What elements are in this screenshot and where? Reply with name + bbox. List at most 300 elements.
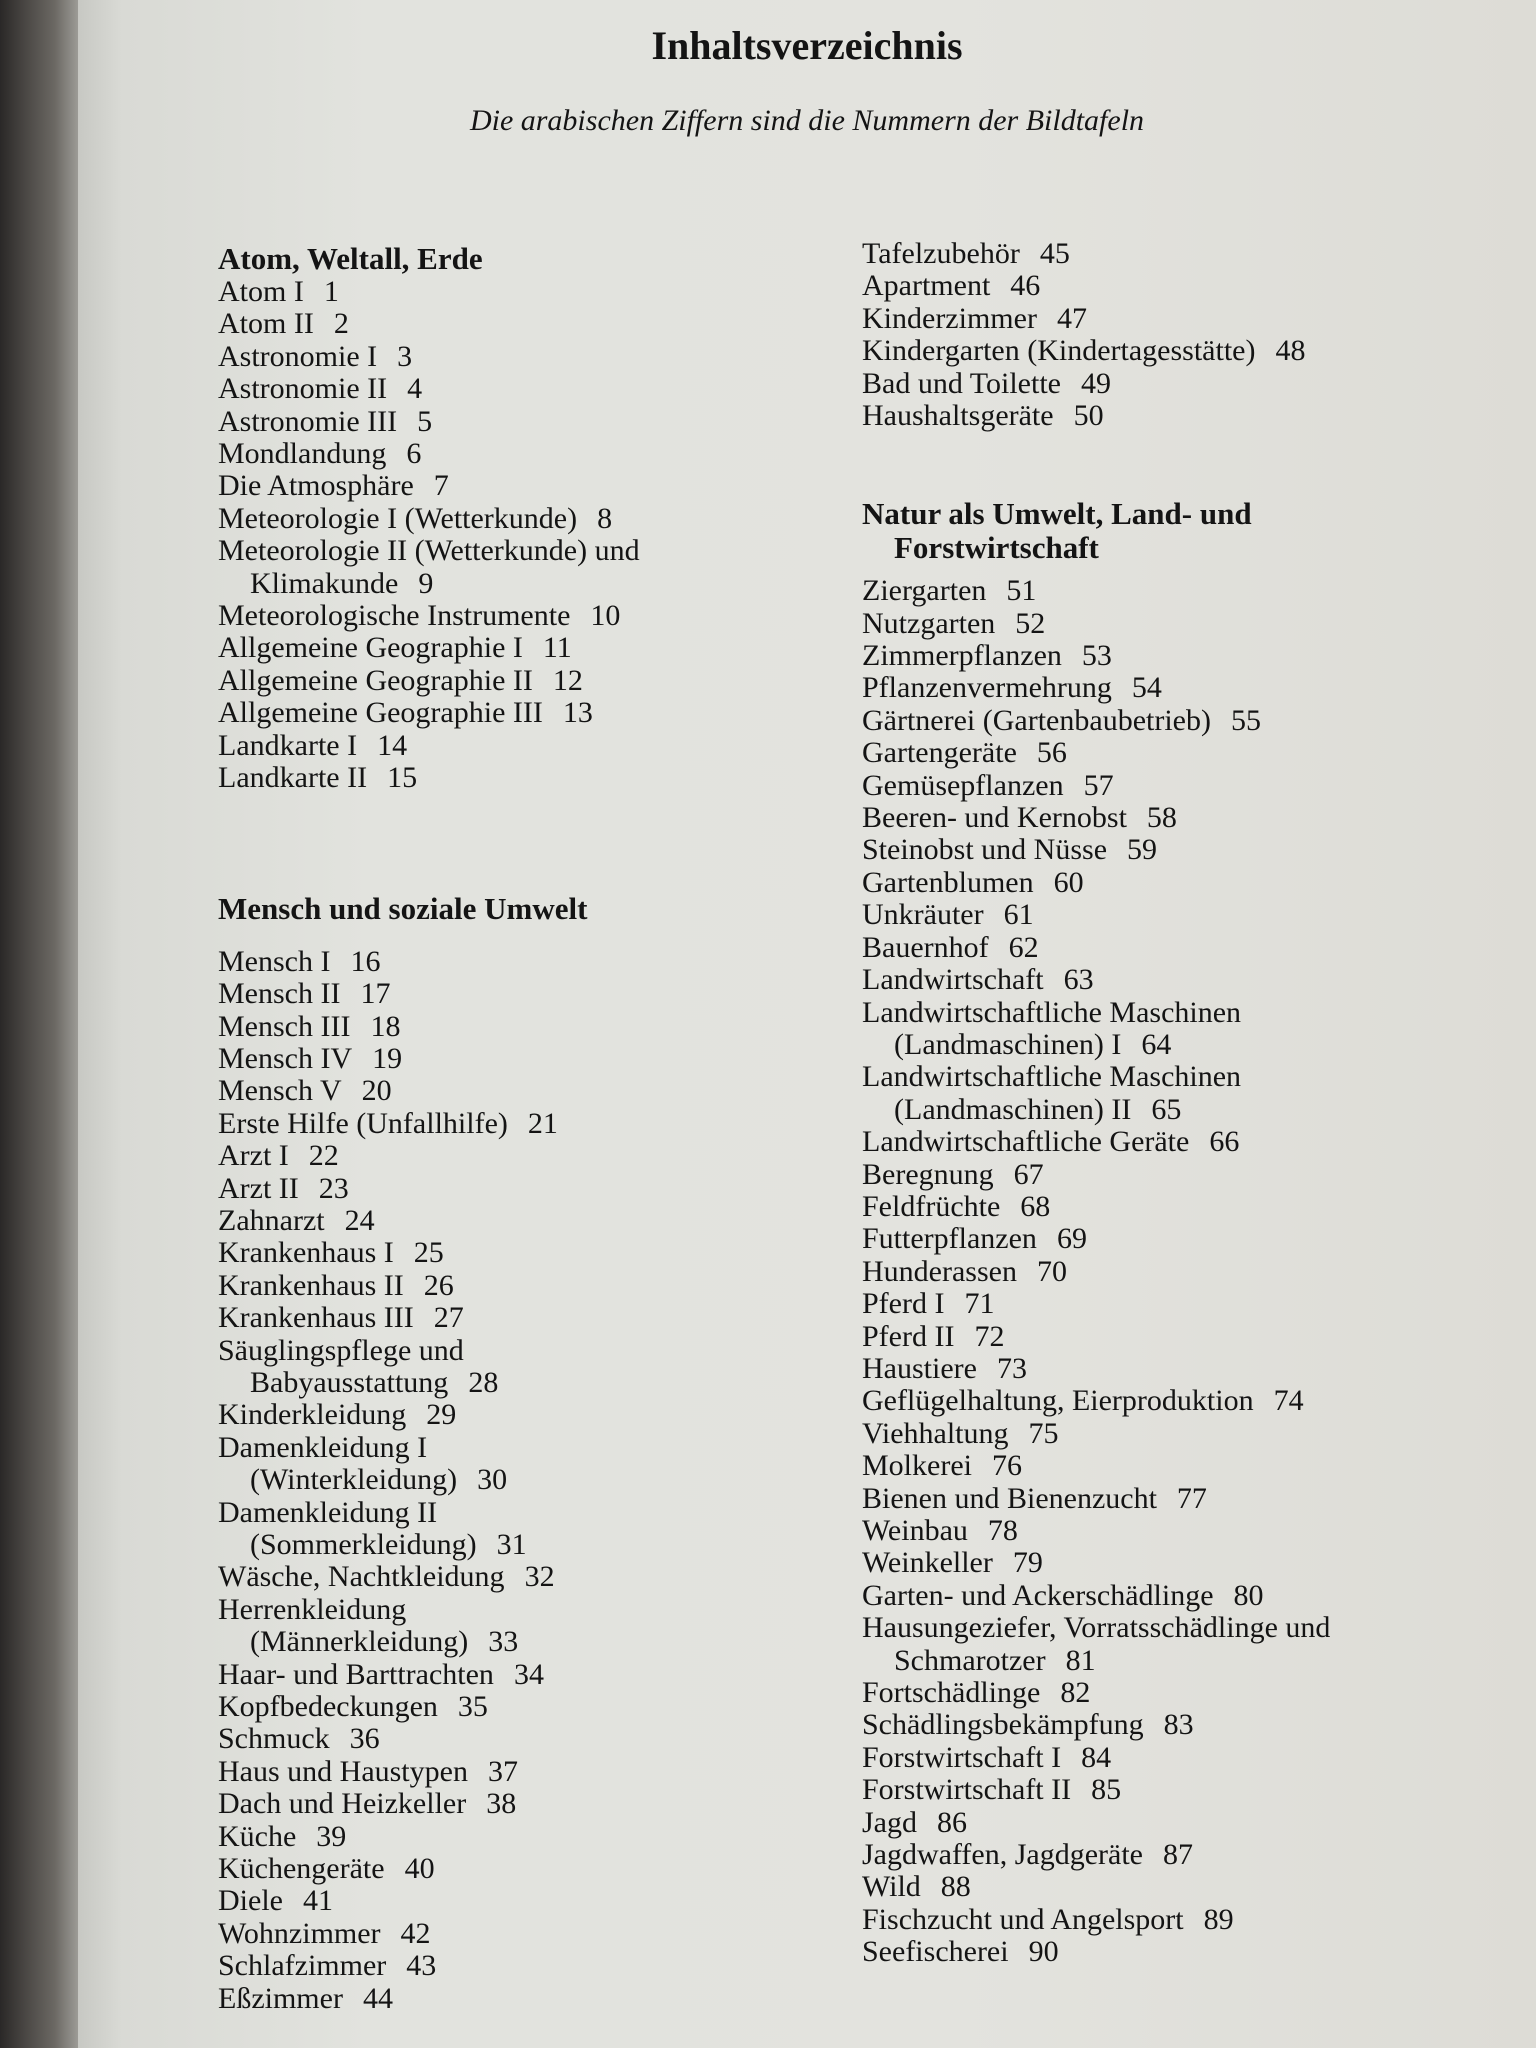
toc-entry-plate-number: 46: [1010, 269, 1041, 303]
toc-entry-plate-number: 43: [406, 1949, 437, 1983]
page-subtitle: Die arabischen Ziffern sind die Nummern der Bildtafeln: [469, 104, 1145, 137]
toc-entry: [218, 1918, 640, 1950]
toc-entry-plate-number: 49: [1080, 366, 1111, 400]
toc-entry-title: Meteorologie II (Wetterkunde) und: [218, 534, 640, 568]
bleed-through-text: [1426, 100, 1536, 1960]
toc-entry: [218, 1626, 640, 1658]
toc-entry-title: (Landmaschinen) I: [894, 1027, 1122, 1061]
toc-entry: [862, 640, 1330, 672]
toc-entry: [218, 697, 640, 729]
toc-entry: [218, 308, 640, 340]
toc-entry: [862, 1645, 1330, 1677]
toc-entry: [218, 1983, 640, 2015]
toc-entry-title: Pflanzenvermehrung: [862, 671, 1112, 705]
toc-entry: [862, 1807, 1330, 1839]
toc-entry: [218, 1723, 640, 1755]
toc-entry-plate-number: 3: [397, 339, 413, 373]
toc-entry-title: Astronomie III: [218, 404, 398, 438]
toc-entry-title: Krankenhaus III: [218, 1301, 414, 1335]
toc-entry-plate-number: 65: [1151, 1092, 1182, 1126]
toc-entry-plate-number: 80: [1233, 1578, 1264, 1612]
toc-entry-title: Damenkleidung II: [218, 1495, 438, 1529]
toc-entry-plate-number: 28: [468, 1365, 499, 1399]
toc-entry-title: Schmarotzer: [894, 1643, 1046, 1677]
toc-entry: [218, 1011, 640, 1043]
toc-entry-title: (Landmaschinen) II: [894, 1092, 1132, 1126]
toc-entry-plate-number: 83: [1163, 1708, 1194, 1742]
toc-entry-title: Haus und Haustypen: [218, 1754, 468, 1788]
toc-entry-title: Geflügelhaltung, Eierproduktion: [862, 1384, 1254, 1418]
toc-entry: [862, 964, 1330, 996]
toc-entry-title: Herrenkleidung: [218, 1592, 407, 1626]
toc-entry: [862, 1677, 1330, 1709]
toc-entry-plate-number: 19: [372, 1041, 403, 1075]
toc-entry-plate-number: 59: [1127, 833, 1158, 867]
toc-entry: [218, 1205, 640, 1237]
toc-entry-plate-number: 74: [1273, 1384, 1304, 1418]
toc-entry-plate-number: 1: [323, 275, 339, 308]
toc-entry-plate-number: 14: [377, 728, 408, 762]
toc-entry: [218, 1367, 640, 1399]
toc-list-atom: [218, 276, 640, 795]
toc-entry-plate-number: 36: [349, 1722, 380, 1756]
toc-entry-plate-number: 66: [1209, 1125, 1240, 1159]
toc-entry: [862, 705, 1330, 737]
toc-entry: [862, 1288, 1330, 1320]
toc-entry: [218, 1140, 640, 1172]
toc-entry: [218, 1043, 640, 1075]
toc-entry-title: Arzt I: [218, 1139, 289, 1173]
toc-entry-plate-number: 8: [597, 501, 613, 535]
toc-entry-plate-number: 55: [1230, 703, 1261, 737]
toc-entry-title: Landwirtschaftliche Maschinen: [862, 1060, 1242, 1094]
toc-entry: [218, 470, 640, 502]
toc-entry-plate-number: 7: [433, 469, 449, 503]
toc-entry: [862, 1742, 1330, 1774]
toc-entry-plate-number: 50: [1073, 399, 1104, 433]
toc-entry-plate-number: 26: [423, 1268, 454, 1302]
toc-entry-title: Jagd: [862, 1805, 917, 1839]
toc-entry-plate-number: 2: [333, 307, 349, 341]
toc-entry: [218, 600, 640, 632]
toc-entry-title: Meteorologische Instrumente: [218, 599, 571, 633]
toc-entry-plate-number: 69: [1056, 1222, 1087, 1256]
toc-entry: [218, 1497, 640, 1529]
toc-list-mensch: [218, 946, 640, 2015]
toc-entry: [862, 1904, 1330, 1936]
section-heading-natur: Natur als Umwelt, Land- und: [862, 496, 1252, 532]
toc-entry-plate-number: 12: [552, 663, 583, 697]
toc-entry: [862, 1353, 1330, 1385]
toc-entry: [218, 1529, 640, 1561]
toc-entry: [218, 1173, 640, 1205]
toc-entry-title: Landwirtschaftliche Geräte: [862, 1125, 1190, 1159]
toc-entry-plate-number: 77: [1176, 1481, 1207, 1515]
toc-entry-plate-number: 58: [1146, 801, 1177, 835]
toc-entry-title: Weinbau: [862, 1514, 968, 1548]
section-heading-mensch: Mensch und soziale Umwelt: [218, 890, 588, 926]
toc-entry-title: Landkarte II: [218, 761, 368, 795]
toc-entry-title: Eßzimmer: [218, 1981, 343, 2015]
toc-entry-title: Ziergarten: [862, 574, 987, 608]
toc-entry: [862, 1709, 1330, 1741]
toc-entry-title: Bauernhof: [862, 930, 989, 964]
toc-entry: [218, 1756, 640, 1788]
toc-entry-plate-number: 20: [361, 1074, 392, 1108]
toc-entry: [218, 1788, 640, 1820]
toc-entry: [218, 276, 640, 308]
toc-entry-title: Beeren- und Kernobst: [862, 801, 1127, 835]
toc-entry: [218, 1853, 640, 1885]
toc-entry: [862, 737, 1330, 769]
toc-entry-title: Garten- und Ackerschädlinge: [862, 1578, 1214, 1612]
book-binding: [0, 0, 78, 2048]
toc-entry-plate-number: 76: [991, 1449, 1022, 1483]
toc-entry-title: Mondlandung: [218, 437, 387, 471]
toc-entry: [218, 406, 640, 438]
toc-entry-plate-number: 29: [426, 1398, 457, 1432]
toc-entry-plate-number: 38: [486, 1787, 517, 1821]
toc-entry: [218, 665, 640, 697]
toc-entry-title: Meteorologie I (Wetterkunde): [218, 501, 578, 535]
toc-entry: [862, 608, 1330, 640]
toc-entry-plate-number: 90: [1028, 1935, 1059, 1969]
toc-entry: [218, 535, 640, 567]
toc-entry-title: Hunderassen: [862, 1254, 1017, 1288]
toc-entry-plate-number: 54: [1131, 671, 1162, 705]
toc-entry: [862, 1191, 1330, 1223]
toc-entry: [218, 1270, 640, 1302]
toc-entry: [862, 270, 1330, 302]
toc-entry: [218, 1399, 640, 1431]
toc-entry-plate-number: 10: [590, 599, 621, 633]
toc-entry-title: Fortschädlinge: [862, 1676, 1041, 1710]
toc-entry-plate-number: 79: [1012, 1546, 1043, 1580]
toc-entry: [862, 1547, 1330, 1579]
toc-entry-plate-number: 63: [1063, 963, 1094, 997]
toc-entry-title: Seefischerei: [862, 1935, 1009, 1969]
toc-entry-title: Bienen und Bienenzucht: [862, 1481, 1157, 1515]
toc-entry-plate-number: 17: [360, 977, 391, 1011]
toc-entry: [218, 568, 640, 600]
toc-entry-plate-number: 35: [457, 1690, 488, 1724]
toc-entry: [862, 899, 1330, 931]
toc-entry: [862, 1061, 1330, 1093]
toc-entry: [862, 932, 1330, 964]
toc-entry: [862, 1580, 1330, 1612]
toc-entry-title: Weinkeller: [862, 1546, 993, 1580]
toc-entry-plate-number: 30: [477, 1463, 508, 1497]
toc-entry-plate-number: 62: [1008, 930, 1039, 964]
toc-column-right: [862, 238, 1330, 1969]
toc-entry-plate-number: 31: [496, 1528, 527, 1561]
toc-entry-title: Haar- und Barttrachten: [218, 1657, 494, 1691]
toc-entry-title: Küche: [218, 1819, 297, 1853]
toc-entry: [862, 303, 1330, 335]
toc-entry-title: Küchengeräte: [218, 1852, 385, 1886]
toc-entry: [218, 1075, 640, 1107]
book-page: [78, 0, 1536, 2048]
toc-entry: [218, 1659, 640, 1691]
toc-entry: [862, 1612, 1330, 1644]
toc-entry-plate-number: 33: [488, 1625, 519, 1659]
toc-entry-plate-number: 16: [350, 944, 381, 978]
toc-entry-plate-number: 71: [964, 1287, 995, 1321]
toc-entry-plate-number: 78: [987, 1514, 1018, 1548]
toc-entry-title: Pferd II: [862, 1319, 955, 1353]
toc-entry-title: Gärtnerei (Gartenbaubetrieb): [862, 703, 1211, 737]
toc-entry: [862, 672, 1330, 704]
toc-entry-plate-number: 61: [1003, 898, 1034, 932]
toc-entry-title: Gartengeräte: [862, 736, 1017, 770]
toc-entry-plate-number: 23: [318, 1171, 349, 1205]
toc-entry-plate-number: 41: [302, 1884, 333, 1918]
toc-entry-title: Steinobst und Nüsse: [862, 833, 1108, 867]
toc-entry-title: Beregnung: [862, 1157, 994, 1191]
page-title: Inhaltsverzeichnis: [651, 23, 963, 68]
toc-entry-title: Wäsche, Nachtkleidung: [218, 1560, 505, 1594]
toc-entry-plate-number: 67: [1013, 1157, 1044, 1191]
toc-entry: [218, 1691, 640, 1723]
toc-entry-title: Klimakunde: [250, 566, 399, 600]
toc-entry-title: Bad und Toilette: [862, 366, 1061, 400]
toc-entry-title: Molkerei: [862, 1449, 972, 1483]
toc-entry-plate-number: 24: [344, 1203, 375, 1237]
toc-entry: [862, 1450, 1330, 1482]
toc-entry-title: Astronomie I: [218, 339, 378, 373]
toc-entry: [862, 335, 1330, 367]
toc-list-natur: [862, 575, 1330, 1968]
toc-entry-plate-number: 56: [1036, 736, 1067, 770]
toc-entry-title: Allgemeine Geographie III: [218, 696, 543, 730]
toc-list-haus-cont: [862, 238, 1330, 432]
toc-entry-title: Atom II: [218, 307, 314, 341]
toc-entry: [218, 1821, 640, 1853]
toc-entry: [862, 1321, 1330, 1353]
toc-entry-plate-number: 27: [433, 1301, 464, 1335]
toc-entry-title: Dach und Heizkeller: [218, 1787, 467, 1821]
toc-entry-plate-number: 64: [1141, 1027, 1172, 1061]
toc-entry-title: (Sommerkleidung): [250, 1528, 477, 1561]
toc-entry-title: Kinderkleidung: [218, 1398, 407, 1432]
toc-entry-title: Zimmerpflanzen: [862, 639, 1062, 673]
section-heading-atom: Atom, Weltall, Erde: [218, 241, 483, 276]
toc-entry-plate-number: 5: [417, 404, 433, 438]
toc-entry: [218, 1237, 640, 1269]
toc-entry-plate-number: 75: [1028, 1416, 1059, 1450]
toc-entry-plate-number: 53: [1081, 639, 1112, 673]
toc-entry-plate-number: 42: [400, 1916, 431, 1950]
toc-entry-title: Mensch III: [218, 1009, 351, 1043]
toc-entry-title: Zahnarzt: [218, 1203, 325, 1237]
toc-entry-plate-number: 48: [1275, 334, 1306, 368]
toc-entry-title: Allgemeine Geographie II: [218, 663, 533, 697]
toc-entry-title: Haushaltsgeräte: [862, 399, 1054, 433]
toc-column-left: [218, 242, 640, 2015]
toc-entry-title: Kinderzimmer: [862, 301, 1037, 335]
toc-entry-plate-number: 22: [308, 1139, 339, 1173]
toc-entry-plate-number: 4: [407, 372, 423, 406]
toc-entry-plate-number: 37: [487, 1754, 518, 1788]
toc-entry-title: Schlafzimmer: [218, 1949, 387, 1983]
toc-entry-title: Jagdwaffen, Jagdgeräte: [862, 1838, 1143, 1872]
toc-entry: [862, 1126, 1330, 1158]
toc-entry: [218, 373, 640, 405]
toc-entry-title: Hausungeziefer, Vorratsschädlinge und: [862, 1611, 1331, 1645]
toc-entry-plate-number: 72: [974, 1319, 1005, 1353]
toc-entry: [218, 1302, 640, 1334]
toc-entry: [862, 1936, 1330, 1968]
toc-entry: [862, 1223, 1330, 1255]
toc-entry-plate-number: 11: [542, 631, 572, 665]
toc-entry-plate-number: 60: [1053, 865, 1084, 899]
toc-entry: [862, 770, 1330, 802]
toc-entry: [862, 1256, 1330, 1288]
toc-entry: [218, 1432, 640, 1464]
toc-entry-title: Mensch IV: [218, 1041, 353, 1075]
toc-entry-title: Die Atmosphäre: [218, 469, 414, 503]
toc-entry-plate-number: 73: [996, 1351, 1027, 1385]
toc-entry-plate-number: 86: [937, 1805, 967, 1839]
toc-entry-title: Tafelzubehör: [862, 237, 1020, 270]
toc-entry-plate-number: 44: [362, 1981, 393, 2015]
toc-entry: [862, 1094, 1330, 1126]
toc-entry-plate-number: 52: [1015, 606, 1046, 640]
toc-entry-title: Futterpflanzen: [862, 1222, 1037, 1256]
toc-entry: [862, 238, 1330, 270]
toc-entry-plate-number: 18: [370, 1009, 401, 1043]
toc-entry-plate-number: 85: [1091, 1773, 1122, 1807]
toc-entry: [862, 1483, 1330, 1515]
toc-entry-title: Mensch II: [218, 977, 341, 1011]
toc-entry-plate-number: 45: [1039, 237, 1070, 270]
toc-entry: [218, 1335, 640, 1367]
toc-entry: [862, 1774, 1330, 1806]
section-heading-natur-cont: Forstwirtschaft: [894, 530, 1099, 566]
toc-entry-title: Astronomie II: [218, 372, 388, 406]
toc-entry-title: Viehhaltung: [862, 1416, 1009, 1450]
toc-entry-title: Krankenhaus I: [218, 1236, 394, 1270]
toc-entry: [862, 1871, 1330, 1903]
toc-entry: [862, 575, 1330, 607]
toc-entry: [218, 730, 640, 762]
toc-entry: [218, 946, 640, 978]
toc-entry-plate-number: 9: [418, 566, 434, 600]
toc-entry-plate-number: 87: [1163, 1838, 1193, 1872]
toc-entry: [218, 1561, 640, 1593]
toc-entry-plate-number: 47: [1056, 301, 1087, 335]
toc-entry: [862, 1839, 1330, 1871]
toc-entry: [218, 1594, 640, 1626]
toc-entry: [862, 834, 1330, 866]
toc-entry-title: Gartenblumen: [862, 865, 1034, 899]
toc-entry-title: Feldfrüchte: [862, 1189, 1001, 1223]
toc-entry-title: Wohnzimmer: [218, 1916, 381, 1950]
toc-entry-title: Babyausstattung: [250, 1365, 449, 1399]
toc-entry-plate-number: 84: [1081, 1740, 1112, 1774]
toc-entry-title: Allgemeine Geographie I: [218, 631, 523, 665]
toc-entry-title: Unkräuter: [862, 898, 984, 932]
toc-entry-title: (Winterkleidung): [250, 1463, 458, 1497]
toc-entry-title: (Männerkleidung): [250, 1625, 469, 1659]
toc-entry: [218, 1885, 640, 1917]
toc-entry-plate-number: 70: [1036, 1254, 1067, 1288]
toc-entry: [862, 997, 1330, 1029]
toc-entry: [862, 1385, 1330, 1417]
toc-entry-title: Apartment: [862, 269, 991, 303]
toc-entry-title: Kindergarten (Kindertagesstätte): [862, 334, 1256, 368]
toc-entry: [218, 632, 640, 664]
toc-entry: [862, 368, 1330, 400]
toc-entry-plate-number: 32: [524, 1560, 555, 1594]
toc-entry-plate-number: 21: [527, 1106, 558, 1140]
toc-entry: [218, 341, 640, 373]
toc-entry: [862, 400, 1330, 432]
toc-entry: [862, 1418, 1330, 1450]
toc-entry-title: Fischzucht und Angelsport: [862, 1902, 1184, 1936]
toc-entry: [218, 1464, 640, 1496]
toc-entry-title: Schmuck: [218, 1722, 330, 1756]
toc-entry-plate-number: 89: [1203, 1902, 1234, 1936]
toc-entry-title: Krankenhaus II: [218, 1268, 404, 1302]
toc-entry-title: Atom I: [218, 275, 304, 308]
toc-entry-plate-number: 39: [316, 1819, 347, 1853]
toc-entry-title: Schädlingsbekämpfung: [862, 1708, 1144, 1742]
toc-entry-title: Pferd I: [862, 1287, 945, 1321]
toc-entry-plate-number: 13: [562, 696, 593, 730]
toc-entry-plate-number: 81: [1065, 1643, 1096, 1677]
toc-entry: [218, 1108, 640, 1140]
toc-entry-title: Säuglingspflege und: [218, 1333, 464, 1367]
toc-entry-title: Mensch I: [218, 944, 331, 978]
toc-entry: [218, 438, 640, 470]
toc-entry-title: Landkarte I: [218, 728, 358, 762]
toc-entry-plate-number: 40: [404, 1852, 435, 1886]
toc-entry-plate-number: 34: [513, 1657, 544, 1691]
toc-entry-title: Wild: [862, 1870, 921, 1904]
toc-entry-plate-number: 15: [387, 761, 418, 795]
toc-entry-plate-number: 82: [1060, 1676, 1091, 1710]
toc-entry-plate-number: 6: [406, 437, 422, 471]
toc-entry: [218, 978, 640, 1010]
toc-entry-title: Forstwirtschaft II: [862, 1773, 1072, 1807]
toc-entry-title: Landwirtschaft: [862, 963, 1044, 997]
toc-entry-plate-number: 25: [413, 1236, 444, 1270]
toc-entry-title: Mensch V: [218, 1074, 342, 1108]
toc-entry: [862, 802, 1330, 834]
toc-entry-plate-number: 88: [940, 1870, 971, 1904]
toc-entry-title: Landwirtschaftliche Maschinen: [862, 995, 1242, 1029]
toc-entry-plate-number: 68: [1020, 1189, 1051, 1223]
toc-entry-title: Haustiere: [862, 1351, 977, 1385]
toc-entry: [218, 1950, 640, 1982]
toc-entry-title: Damenkleidung I: [218, 1430, 428, 1464]
toc-entry: [862, 1159, 1330, 1191]
toc-entry-title: Nutzgarten: [862, 606, 996, 640]
toc-entry-title: Diele: [218, 1884, 283, 1918]
toc-entry: [862, 1029, 1330, 1061]
toc-entry-title: Kopfbedeckungen: [218, 1690, 438, 1724]
toc-entry-title: Gemüsepflanzen: [862, 768, 1064, 802]
toc-entry-plate-number: 57: [1083, 768, 1114, 802]
toc-entry: [218, 762, 640, 794]
toc-entry: [218, 503, 640, 535]
toc-entry-plate-number: 51: [1006, 574, 1037, 608]
toc-entry: [862, 1515, 1330, 1547]
toc-entry-title: Forstwirtschaft I: [862, 1740, 1062, 1774]
toc-entry-title: Arzt II: [218, 1171, 299, 1205]
toc-entry-title: Erste Hilfe (Unfallhilfe): [218, 1106, 508, 1140]
